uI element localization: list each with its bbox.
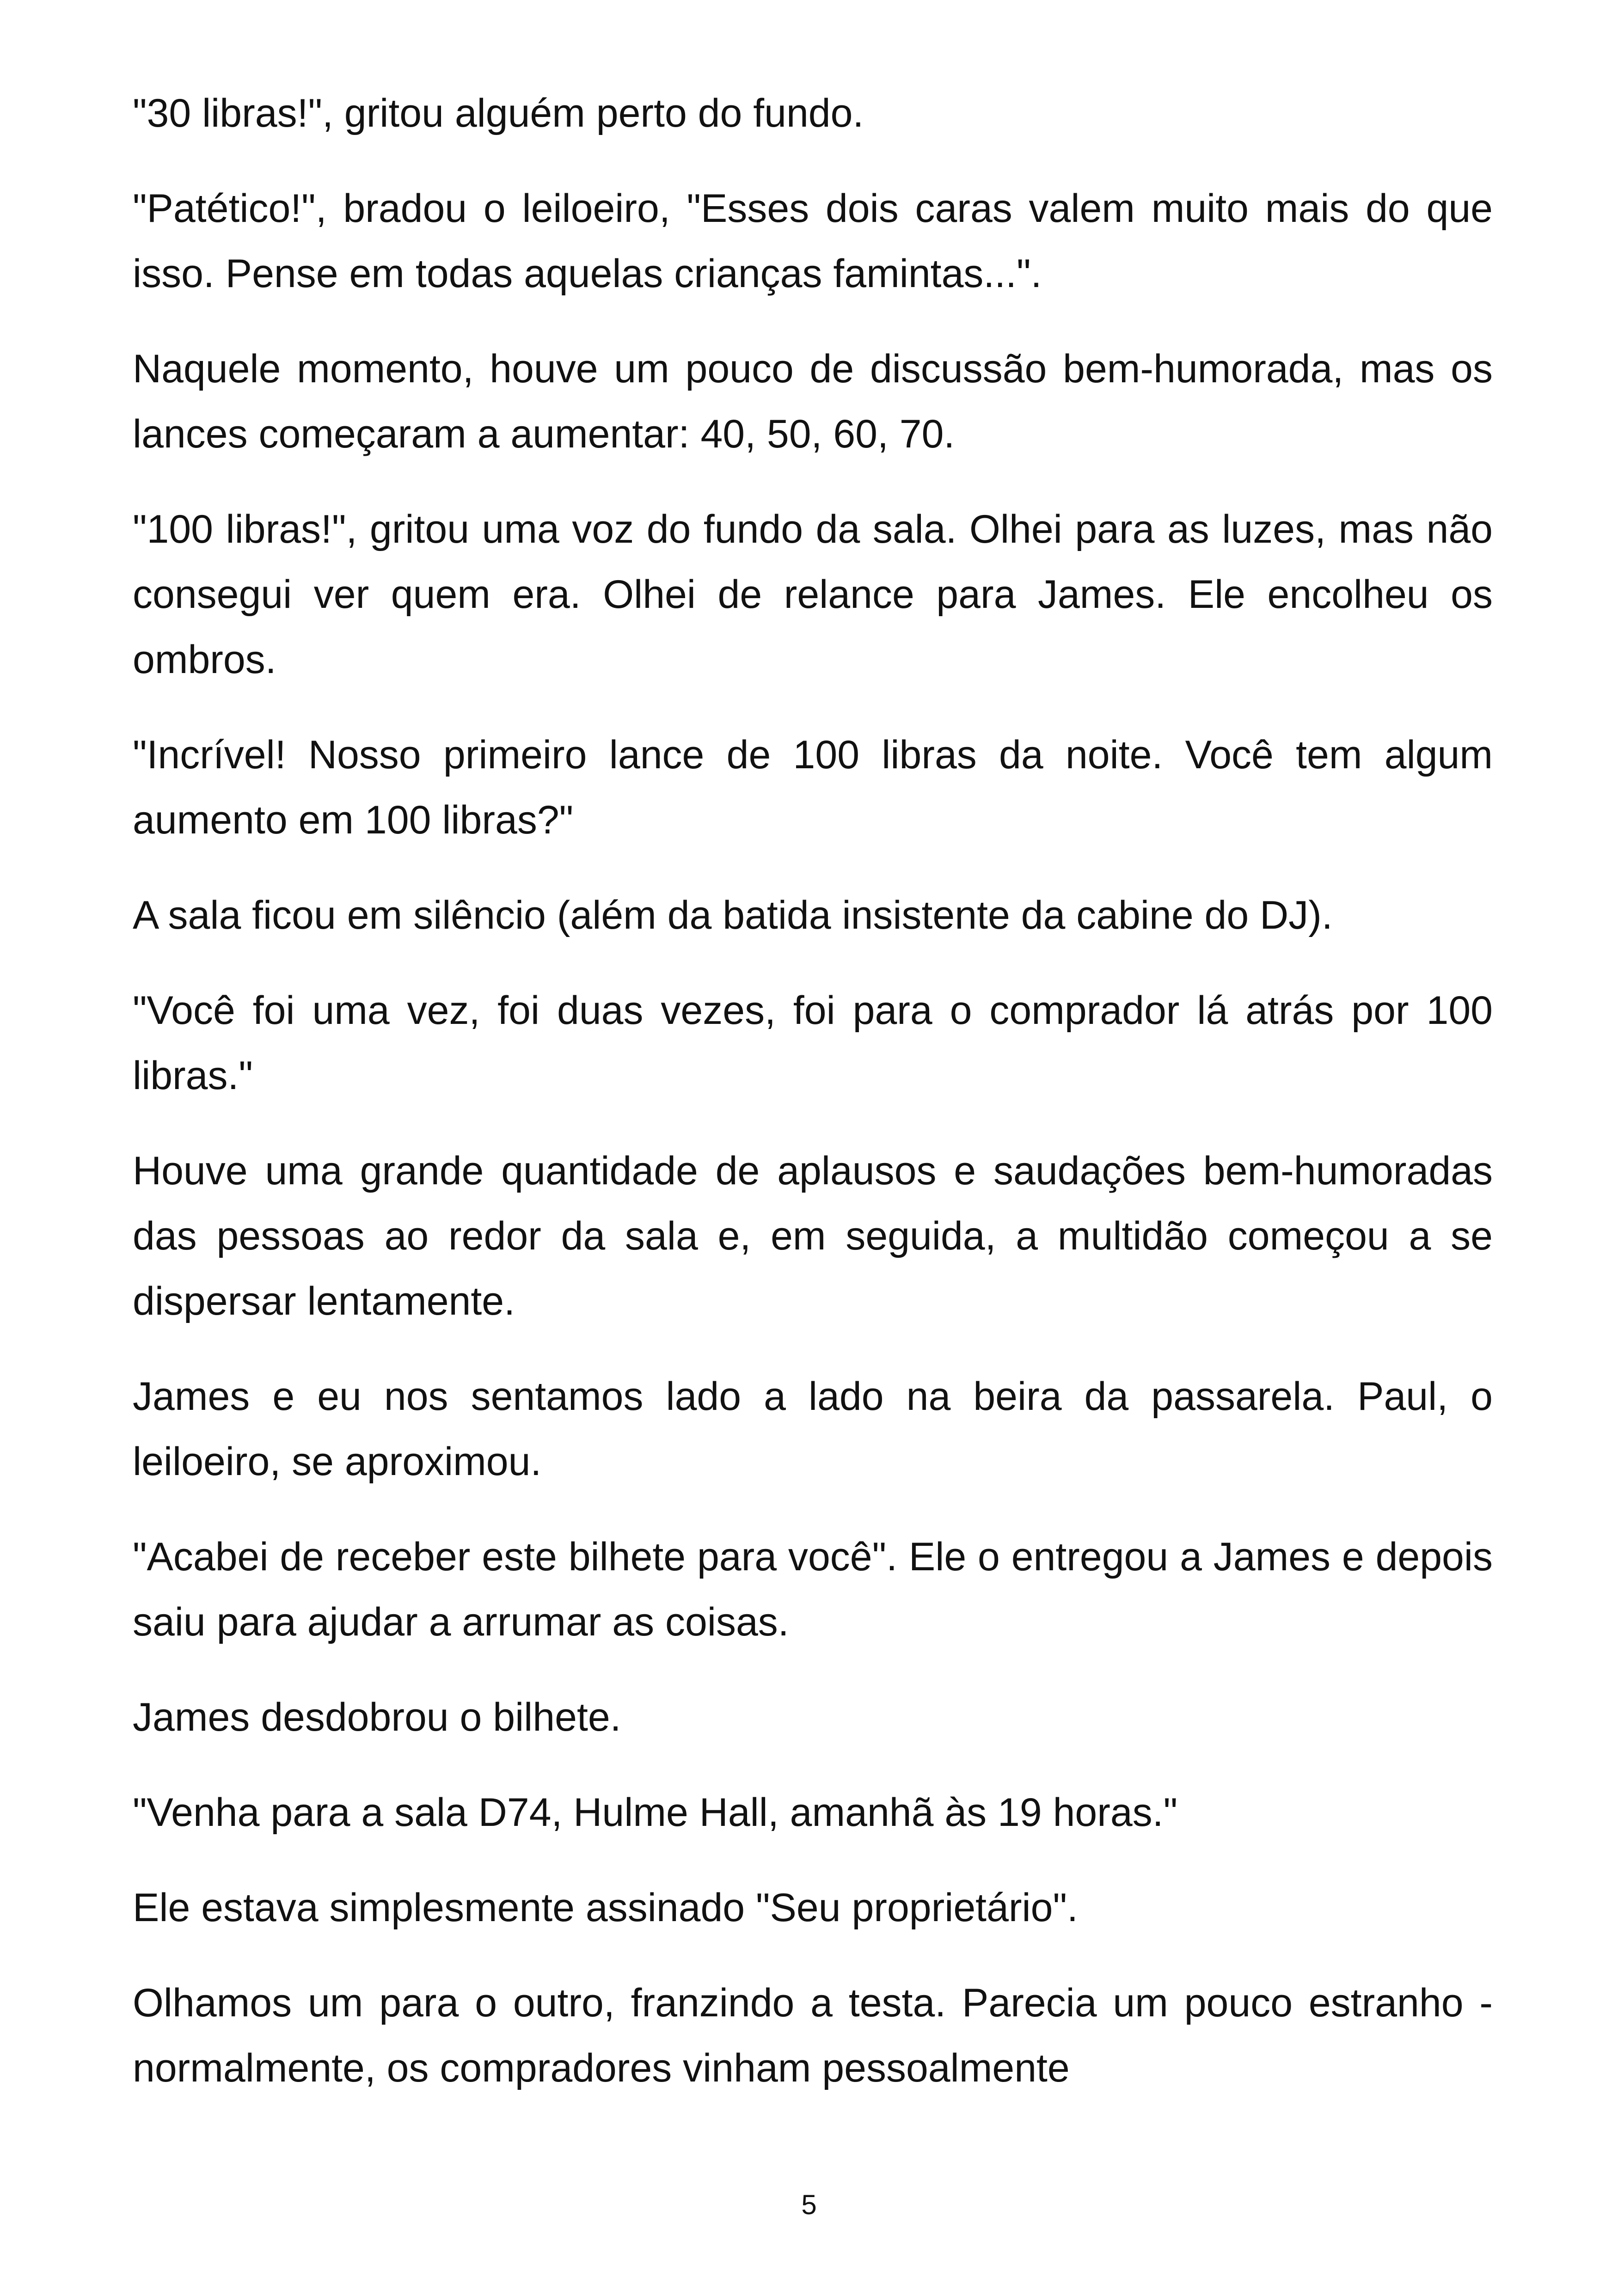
paragraph-2: "Patético!", bradou o leiloeiro, "Esses dois caras valem muito mais do que isso. Pense em todas aquelas crianças famintas...". bbox=[133, 186, 1493, 296]
paragraph-10: "Acabei de receber este bilhete para você". Ele o entregou a James e depois saiu para ajudar a arrumar as coisas. bbox=[133, 1535, 1493, 1644]
paragraph-8: Houve uma grande quantidade de aplausos e saudações bem-humoradas das pessoas ao redor da sala e, em seguida, a multidão começou a se dispersar lentamente. bbox=[133, 1149, 1493, 1323]
paragraph-12: "Venha para a sala D74, Hulme Hall, amanhã às 19 horas." bbox=[133, 1790, 1178, 1835]
paragraph-14: Olhamos um para o outro, franzindo a testa. Parecia um pouco estranho - normalmente, os compradores vinham pessoalmente bbox=[133, 1981, 1493, 2090]
page-number: 5 bbox=[801, 2189, 817, 2220]
document-body bbox=[133, 81, 1493, 2131]
paragraph-4: "100 libras!", gritou uma voz do fundo da sala. Olhei para as luzes, mas não consegui ver quem era. Olhei de relance para James. Ele encolheu os ombros. bbox=[133, 507, 1493, 682]
paragraph-1: "30 libras!", gritou alguém perto do fundo. bbox=[133, 91, 864, 135]
paragraph-5: "Incrível! Nosso primeiro lance de 100 libras da noite. Você tem algum aumento em 100 libras?" bbox=[133, 733, 1493, 842]
paragraph-7: "Você foi uma vez, foi duas vezes, foi para o comprador lá atrás por 100 libras." bbox=[133, 988, 1493, 1098]
paragraph-6: A sala ficou em silêncio (além da batida insistente da cabine do DJ). bbox=[133, 893, 1333, 937]
paragraph-3: Naquele momento, houve um pouco de discussão bem-humorada, mas os lances começaram a aumentar: 40, 50, 60, 70. bbox=[133, 347, 1493, 456]
paragraph-11: James desdobrou o bilhete. bbox=[133, 1695, 621, 1739]
paragraph-13: Ele estava simplesmente assinado "Seu proprietário". bbox=[133, 1886, 1078, 1930]
paragraph-9: James e eu nos sentamos lado a lado na beira da passarela. Paul, o leiloeiro, se aproximou. bbox=[133, 1374, 1493, 1484]
